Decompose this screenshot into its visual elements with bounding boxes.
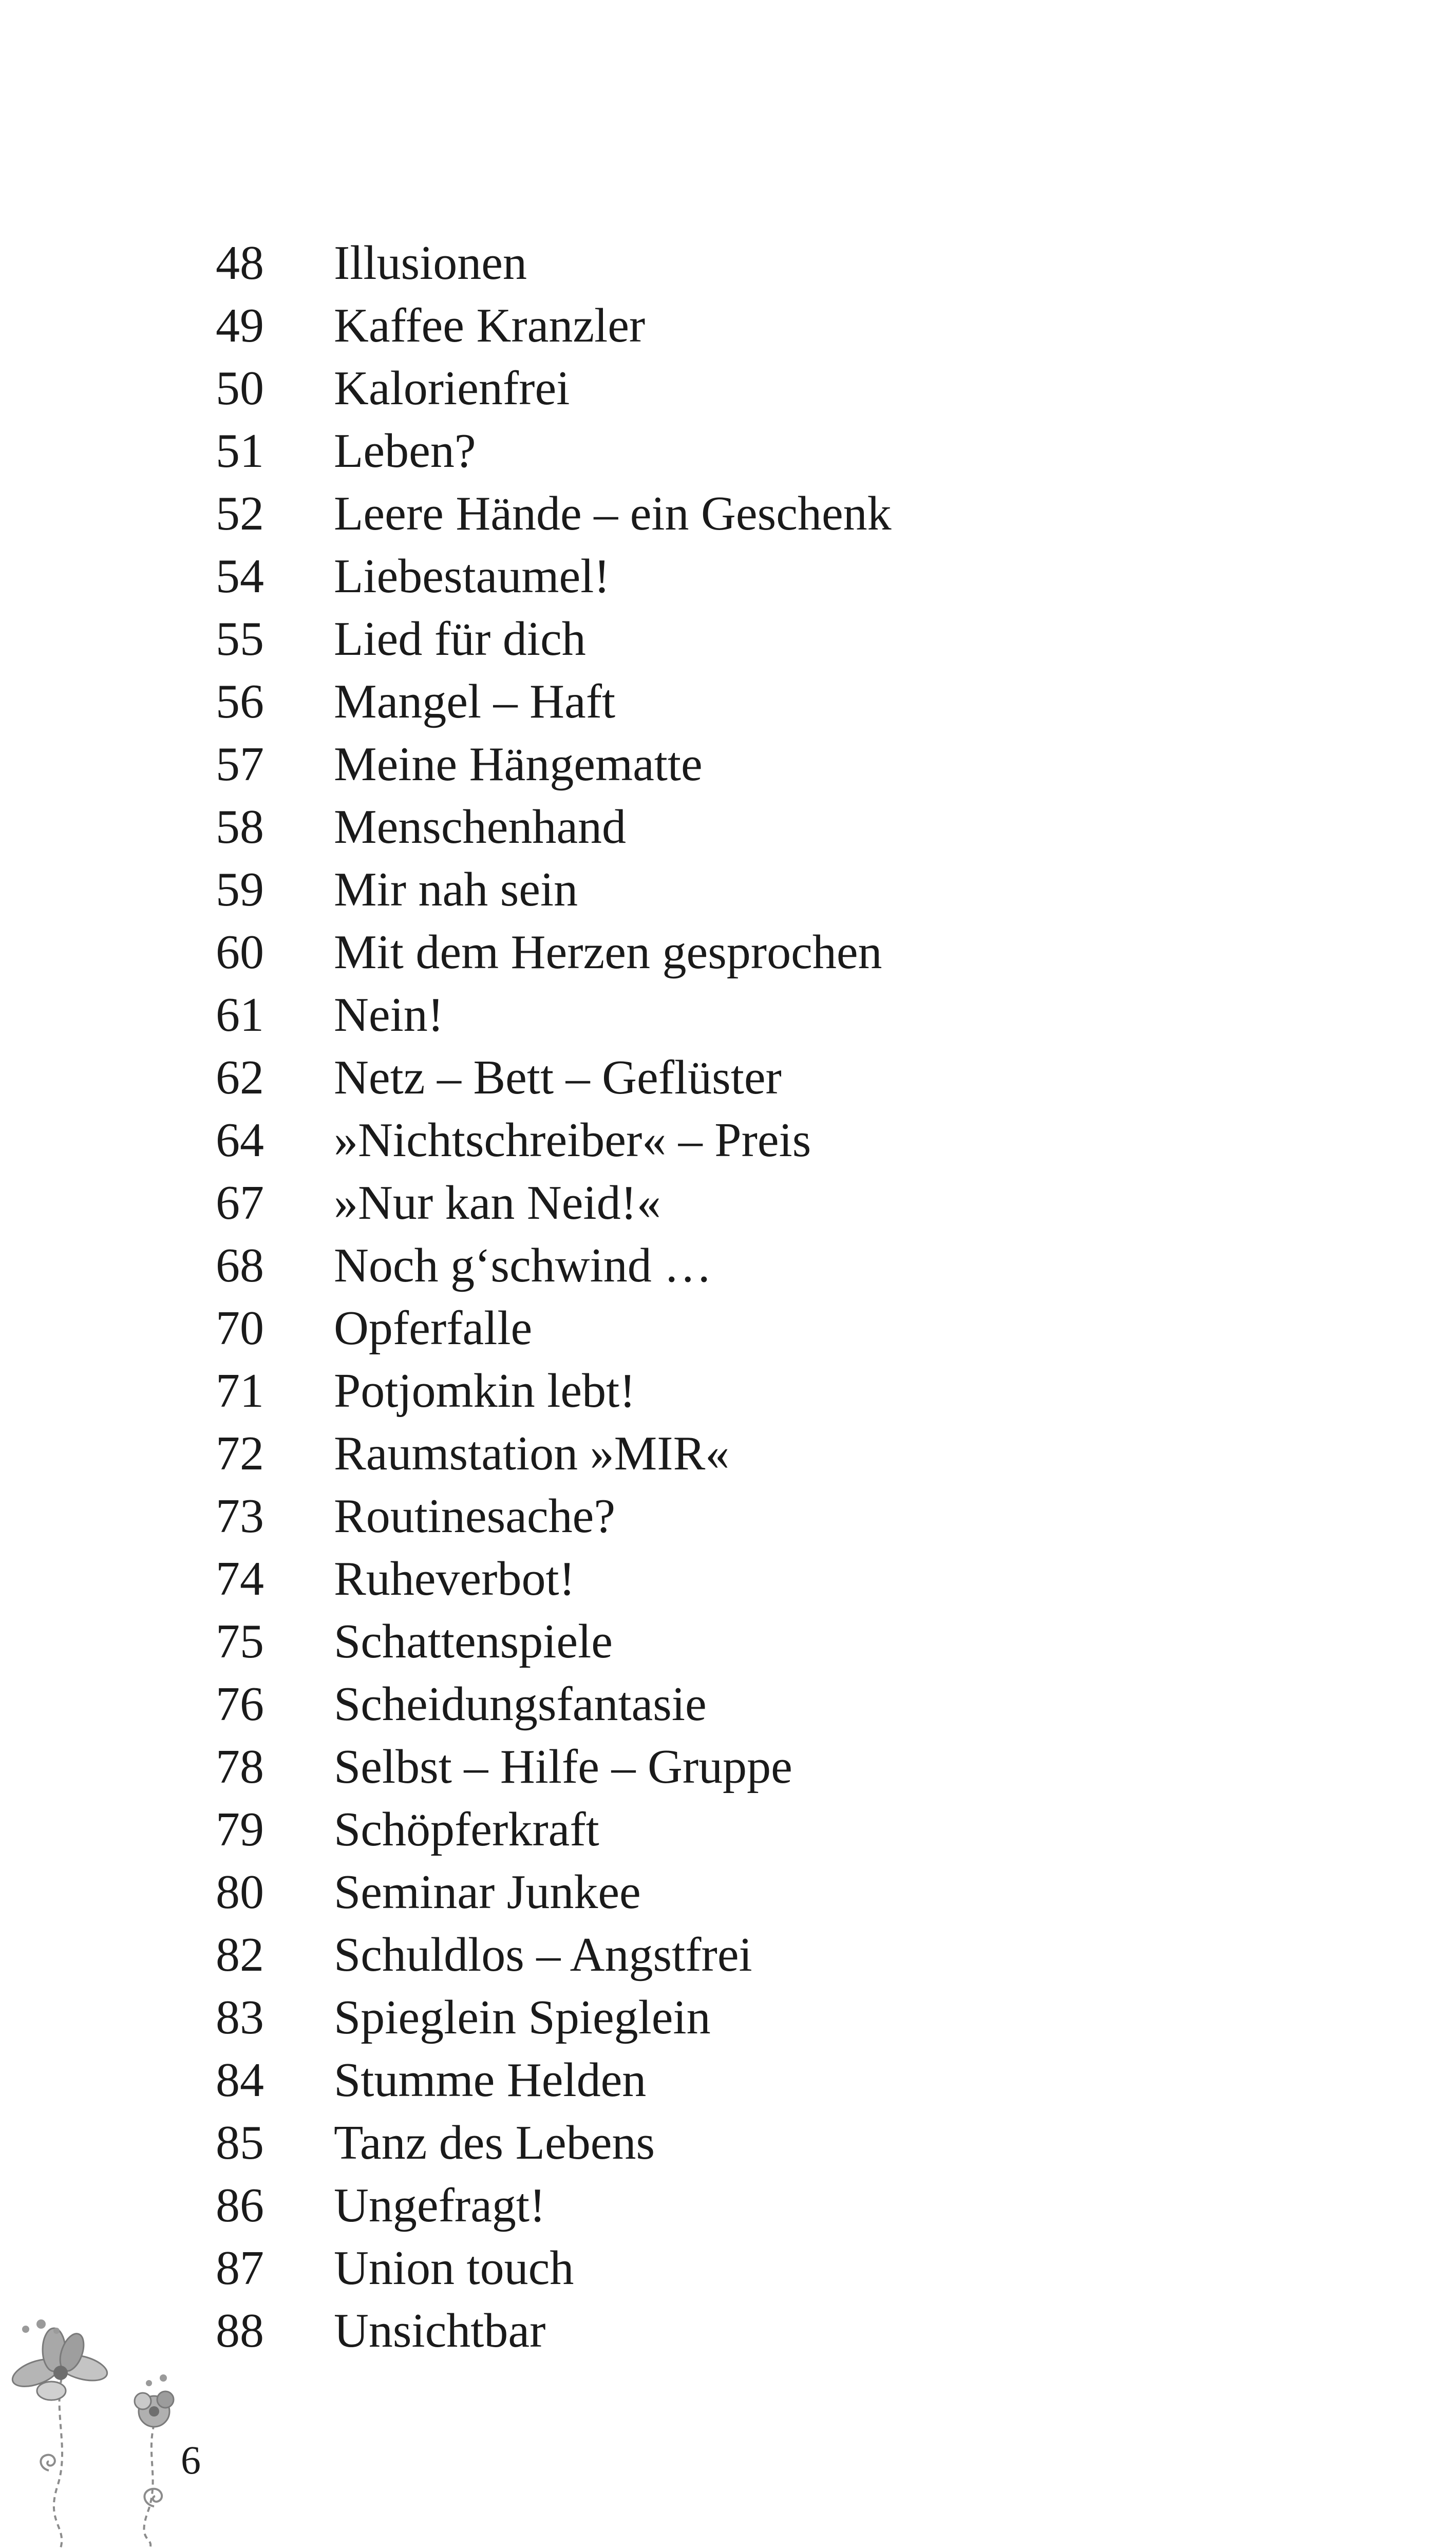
table-of-contents: [216, 237, 1243, 2368]
toc-entry: [216, 1428, 1243, 1490]
toc-entry: [216, 1365, 1243, 1428]
toc-entry: [216, 801, 1243, 864]
toc-title: Netz – Bett – Geflüster: [334, 1051, 782, 1104]
toc-entry: [216, 237, 1243, 300]
toc-page-number: 70: [216, 1301, 264, 1355]
toc-entry: [216, 1052, 1243, 1115]
toc-entry: [216, 2180, 1243, 2242]
toc-entry: [216, 425, 1243, 488]
toc-page-number: 49: [216, 299, 264, 352]
toc-entry: [216, 1678, 1243, 1741]
toc-entry: [216, 2117, 1243, 2180]
toc-entry: [216, 2305, 1243, 2368]
toc-page-number: 84: [216, 2053, 264, 2107]
toc-title: Nein!: [334, 988, 444, 1042]
toc-page-number: 87: [216, 2241, 264, 2295]
toc-title: Spieglein Spieglein: [334, 1991, 711, 2044]
toc-entry: [216, 864, 1243, 927]
toc-title: Opferfalle: [334, 1301, 533, 1355]
toc-entry: [216, 1992, 1243, 2054]
toc-entry: [216, 613, 1243, 676]
toc-title: Illusionen: [334, 236, 527, 290]
toc-title: Noch g‘schwind …: [334, 1239, 712, 1292]
toc-entry: [216, 927, 1243, 989]
toc-entry: [216, 1929, 1243, 1992]
toc-title: Kaffee Kranzler: [334, 299, 646, 352]
toc-entry: [216, 363, 1243, 425]
toc-page-number: 58: [216, 800, 264, 854]
toc-title: Ungefragt!: [334, 2179, 546, 2232]
toc-title: Mit dem Herzen gesprochen: [334, 926, 882, 979]
toc-entry: [216, 488, 1243, 551]
toc-title: Meine Hängematte: [334, 738, 703, 791]
toc-title: Kalorienfrei: [334, 362, 570, 415]
toc-title: Leben?: [334, 424, 476, 478]
toc-title: Schöpferkraft: [334, 1803, 599, 1856]
toc-page-number: 88: [216, 2304, 264, 2357]
toc-page-number: 68: [216, 1239, 264, 1292]
toc-entry: [216, 300, 1243, 363]
toc-page-number: 55: [216, 612, 264, 666]
toc-entry: [216, 551, 1243, 613]
toc-title: Mir nah sein: [334, 863, 578, 916]
toc-entry: [216, 1804, 1243, 1866]
toc-page-number: 54: [216, 550, 264, 603]
toc-entry: [216, 989, 1243, 1052]
toc-entry: [216, 1490, 1243, 1553]
toc-page-number: 85: [216, 2116, 264, 2169]
toc-title: Selbst – Hilfe – Gruppe: [334, 1740, 792, 1794]
toc-page-number: 82: [216, 1928, 264, 1981]
toc-page-number: 57: [216, 738, 264, 791]
toc-page-number: 52: [216, 487, 264, 540]
toc-page-number: 61: [216, 988, 264, 1042]
toc-page-number: 60: [216, 926, 264, 979]
toc-title: Union touch: [334, 2241, 574, 2295]
toc-title: Leere Hände – ein Geschenk: [334, 487, 892, 540]
toc-title: Schattenspiele: [334, 1615, 613, 1668]
toc-title: Ruheverbot!: [334, 1552, 575, 1606]
toc-page-number: 51: [216, 424, 264, 478]
flower-ornament-icon: [0, 2301, 205, 2548]
toc-page-number: 80: [216, 1865, 264, 1919]
page-number: 6: [181, 2438, 201, 2482]
toc-title: Menschenhand: [334, 800, 627, 854]
toc-entry: [216, 2054, 1243, 2117]
toc-page-number: 48: [216, 236, 264, 290]
toc-page-number: 67: [216, 1176, 264, 1230]
toc-page-number: 74: [216, 1552, 264, 1606]
toc-page-number: 86: [216, 2179, 264, 2232]
toc-entry: [216, 739, 1243, 801]
toc-title: Liebestaumel!: [334, 550, 610, 603]
toc-page-number: 59: [216, 863, 264, 916]
toc-entry: [216, 1115, 1243, 1177]
toc-title: Raumstation »MIR«: [334, 1427, 730, 1480]
toc-entry: [216, 1616, 1243, 1678]
toc-entry: [216, 676, 1243, 739]
toc-entry: [216, 2242, 1243, 2305]
toc-page-number: 62: [216, 1051, 264, 1104]
toc-page-number: 72: [216, 1427, 264, 1480]
toc-title: Unsichtbar: [334, 2304, 546, 2357]
toc-page-number: 50: [216, 362, 264, 415]
toc-page-number: 64: [216, 1113, 264, 1167]
toc-title: Routinesache?: [334, 1489, 616, 1543]
toc-page-number: 79: [216, 1803, 264, 1856]
toc-title: Lied für dich: [334, 612, 586, 666]
toc-entry: [216, 1553, 1243, 1616]
toc-title: Tanz des Lebens: [334, 2116, 655, 2169]
toc-title: »Nichtschreiber« – Preis: [334, 1113, 811, 1167]
toc-entry: [216, 1741, 1243, 1804]
toc-page-number: 83: [216, 1991, 264, 2044]
toc-page-number: 78: [216, 1740, 264, 1794]
toc-title: »Nur kan Neid!«: [334, 1176, 661, 1230]
toc-page-number: 73: [216, 1489, 264, 1543]
toc-title: Schuldlos – Angstfrei: [334, 1928, 752, 1981]
toc-title: Scheidungsfantasie: [334, 1677, 707, 1731]
toc-title: Potjomkin lebt!: [334, 1364, 636, 1418]
toc-page-number: 75: [216, 1615, 264, 1668]
toc-entry: [216, 1866, 1243, 1929]
toc-title: Mangel – Haft: [334, 675, 616, 728]
toc-title: Seminar Junkee: [334, 1865, 641, 1919]
toc-entry: [216, 1240, 1243, 1303]
toc-entry: [216, 1303, 1243, 1365]
toc-title: Stumme Helden: [334, 2053, 647, 2107]
toc-page-number: 71: [216, 1364, 264, 1418]
toc-entry: [216, 1177, 1243, 1240]
toc-page-number: 76: [216, 1677, 264, 1731]
toc-page-number: 56: [216, 675, 264, 728]
